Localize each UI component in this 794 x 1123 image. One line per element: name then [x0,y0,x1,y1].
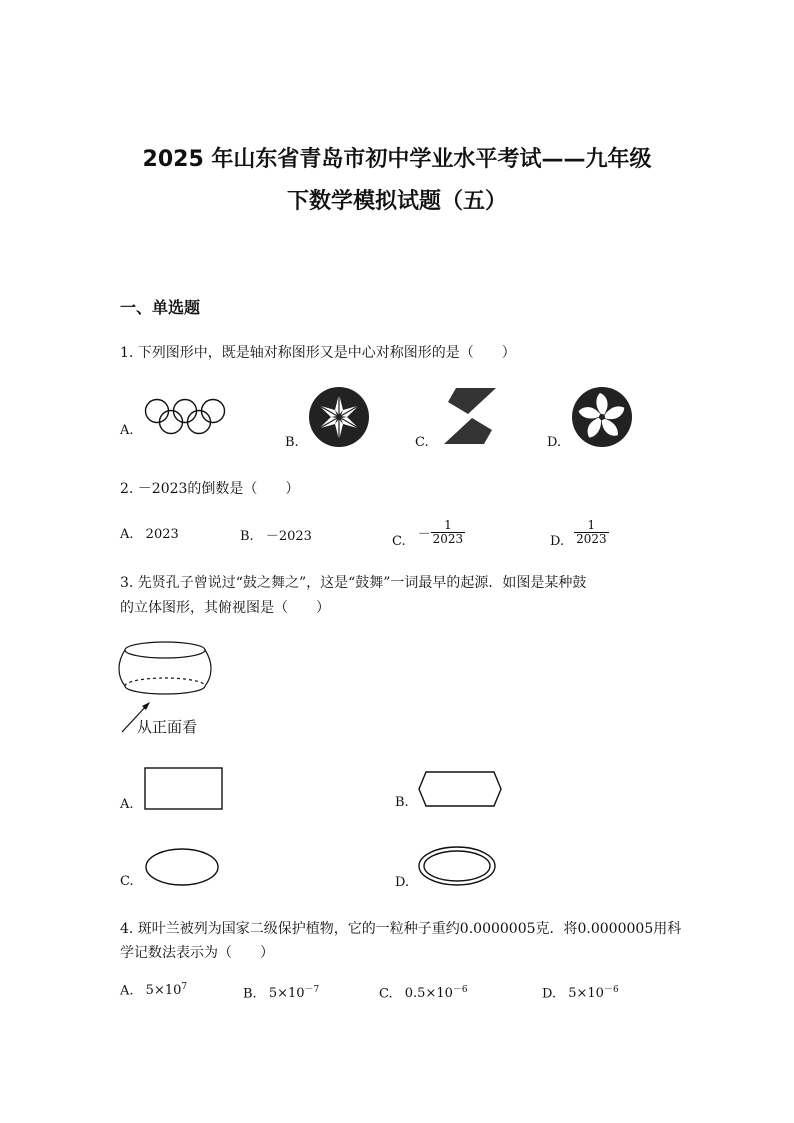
q2-option-c [392,516,465,549]
q4-option-b-base: 5×10 [268,986,305,1002]
q2-option-b-letter: B. [240,529,254,544]
q2-option-c-denominator: 2023 [432,532,464,546]
question-4-stem-line2: 学记数法表示为（ ） [120,945,274,961]
q4-option-c [379,982,468,1001]
figure-label: 从正面看 [137,718,198,736]
q1-option-c-letter: C. [415,435,429,450]
question-2-stem: 2. －2023的倒数是（ ） [120,481,300,497]
q4-option-a-exponent: 7 [181,982,188,992]
q4-option-b-letter: B. [243,986,257,1002]
q3-option-b-letter: B. [395,795,409,810]
page-title-line1: 2025 年山东省青岛市初中学业水平考试——九年级 [142,147,652,172]
suzuki-s-icon [438,386,502,446]
q4-option-d-exponent: －6 [603,985,619,995]
q4-option-a-letter: A. [120,983,134,999]
q3-option-c-letter: C. [120,874,134,889]
q4-option-b-exponent: －7 [304,985,320,995]
q4-option-d [542,982,619,1001]
q1-option-a-letter: A. [120,423,134,438]
q4-option-d-base: 5×10 [568,986,604,1002]
page-title-line2: 下数学模拟试题（五） [286,189,507,214]
beveled-rectangle-icon [417,771,503,809]
q4-option-a-base: 5×10 [145,983,182,999]
q4-option-c-exponent: －6 [452,985,468,995]
q2-option-d-letter: D. [550,534,565,549]
q2-option-a [120,527,179,542]
q2-option-d [550,516,609,549]
hexagram-disc-icon [308,386,370,448]
rectangle-icon [144,767,224,811]
ellipse-icon [144,847,222,887]
q4-option-b [243,982,319,1001]
q2-option-c-letter: C. [392,534,406,549]
double-ellipse-icon [417,845,499,887]
q2-option-c-numerator: 1 [444,518,452,532]
question-1-stem: 1. 下列图形中，既是轴对称图形又是中心对称图形的是（ ） [120,345,516,361]
q3-option-d-letter: D. [395,875,410,890]
q1-option-d-letter: D. [547,435,562,450]
q4-option-c-base: 0.5×10 [404,986,453,1002]
q2-option-d-denominator: 2023 [576,532,607,546]
q2-option-a-value: 2023 [145,527,179,542]
q2-option-a-letter: A. [120,527,134,542]
q4-option-c-letter: C. [379,986,393,1002]
q2-option-d-fraction [574,519,609,546]
question-4-stem-line1: 4. 斑叶兰被列为国家二级保护植物，它的一粒种子重约0.0000005克．将0.0000005用科 [120,921,682,937]
question-3-stem-line1: 3. 先贤孔子曾说过“鼓之舞之”，这是“鼓舞”一词最早的起源．如图是某种鼓 [120,575,587,591]
q4-option-d-letter: D. [542,986,557,1002]
q2-option-b-value: －2023 [265,529,312,544]
q1-option-b-letter: B. [285,435,299,450]
olympic-rings-icon [143,398,227,438]
q3-option-a-letter: A. [120,797,134,812]
section-heading: 一、单选题 [120,298,201,317]
q4-option-a [120,982,187,998]
q2-option-c-fraction [431,519,466,546]
bauhinia-flower-icon [571,386,633,448]
q2-option-c-sign: － [417,527,431,542]
q2-option-d-numerator: 1 [587,518,596,532]
question-3-stem-line2: 的立体图形，其俯视图是（ ） [120,600,330,616]
q2-option-b [240,525,312,544]
